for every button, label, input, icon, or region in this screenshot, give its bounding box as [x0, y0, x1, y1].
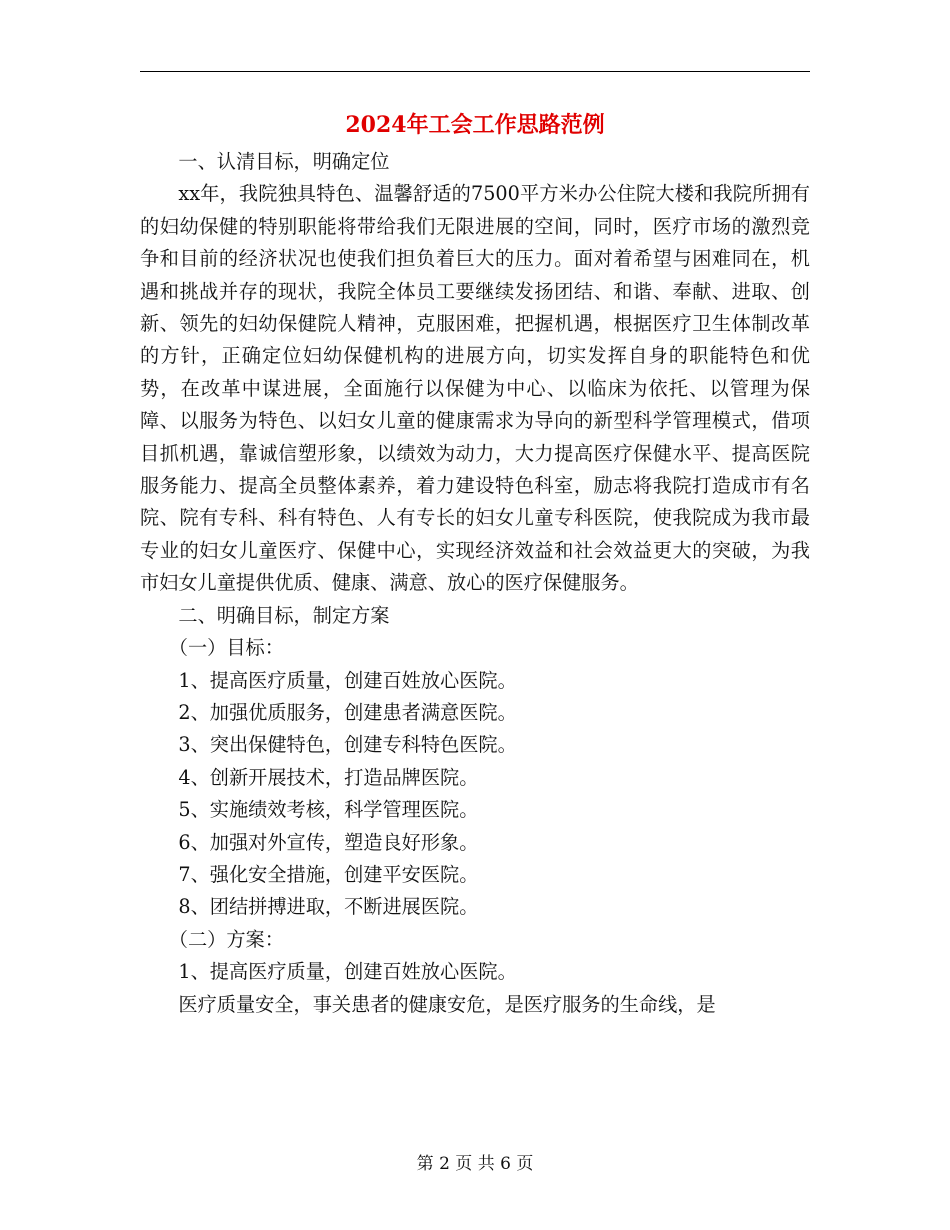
plan-item-1: 1、提高医疗质量，创建百姓放心医院。	[178, 960, 517, 984]
goal-item-4: 4、创新开展技术，打造品牌医院。	[178, 765, 479, 789]
header-rule	[140, 71, 810, 72]
page-number-footer: 第 2 页 共 6 页	[416, 1154, 534, 1174]
section-heading-2: 二、明确目标，制定方案	[178, 603, 390, 627]
section-heading-1: 一、认清目标，明确定位	[178, 150, 390, 173]
document-body	[140, 146, 810, 1021]
goal-item-6: 6、加强对外宣传，塑造良好形象。	[178, 830, 479, 854]
goal-item-7: 7、强化安全措施，创建平安医院。	[178, 862, 479, 886]
sub-heading-goals: （一）目标：	[168, 636, 284, 660]
document-title: 2024年工会工作思路范例	[345, 112, 605, 138]
goal-item-5: 5、实施绩效考核，科学管理医院。	[178, 798, 479, 822]
goal-item-8: 8、团结拼搏进取，不断进展医院。	[178, 895, 479, 919]
sub-heading-plan: （二）方案：	[168, 927, 284, 951]
body-paragraph-1: xx年，我院独具特色、温馨舒适的7500平方米办公住院大楼和我院所拥有的妇幼保健的特别职能将带给我们无限进展的空间，同时，医疗市场的激烈竞争和目前的经济状况也使我们担负着巨大的压力。面对着希望与困难同在，机遇和挑战并存的现状，我院全体员工要继续发扬团结、和谐、奉献、进取、创新、领先的妇幼保健院人精神，克服困难，把握机遇，根据医疗卫生体制改革的方针，正确定位妇幼保健机构的进展方向，切实发挥自身的职能特色和优势，在改革中谋进展，全面施行以保健为中心、以临床为依托、以管理为保障、以服务为特色、以妇女儿童的健康需求为导向的新型科学管理模式，借项目抓机遇，靠诚信塑形象，以绩效为动力，大力提高医疗保健水平、提高医院服务能力、提高全员整体素养，着力建设特色科室，励志将我院打造成市有名院、院有专科、科有特色、人有专长的妇女儿童专科医院，使我院成为我市最专业的妇女儿童医疗、保健中心，实现经济效益和社会效益更大的突破，为我市妇女儿童提供优质、健康、满意、放心的医疗保健服务。	[140, 182, 810, 595]
goal-item-1: 1、提高医疗质量，创建百姓放心医院。	[178, 668, 517, 692]
goal-item-3: 3、突出保健特色，创建专科特色医院。	[178, 733, 517, 757]
plan-paragraph-1: 医疗质量安全，事关患者的健康安危，是医疗服务的生命线，是	[178, 992, 716, 1016]
goal-item-2: 2、加强优质服务，创建患者满意医院。	[178, 700, 517, 724]
